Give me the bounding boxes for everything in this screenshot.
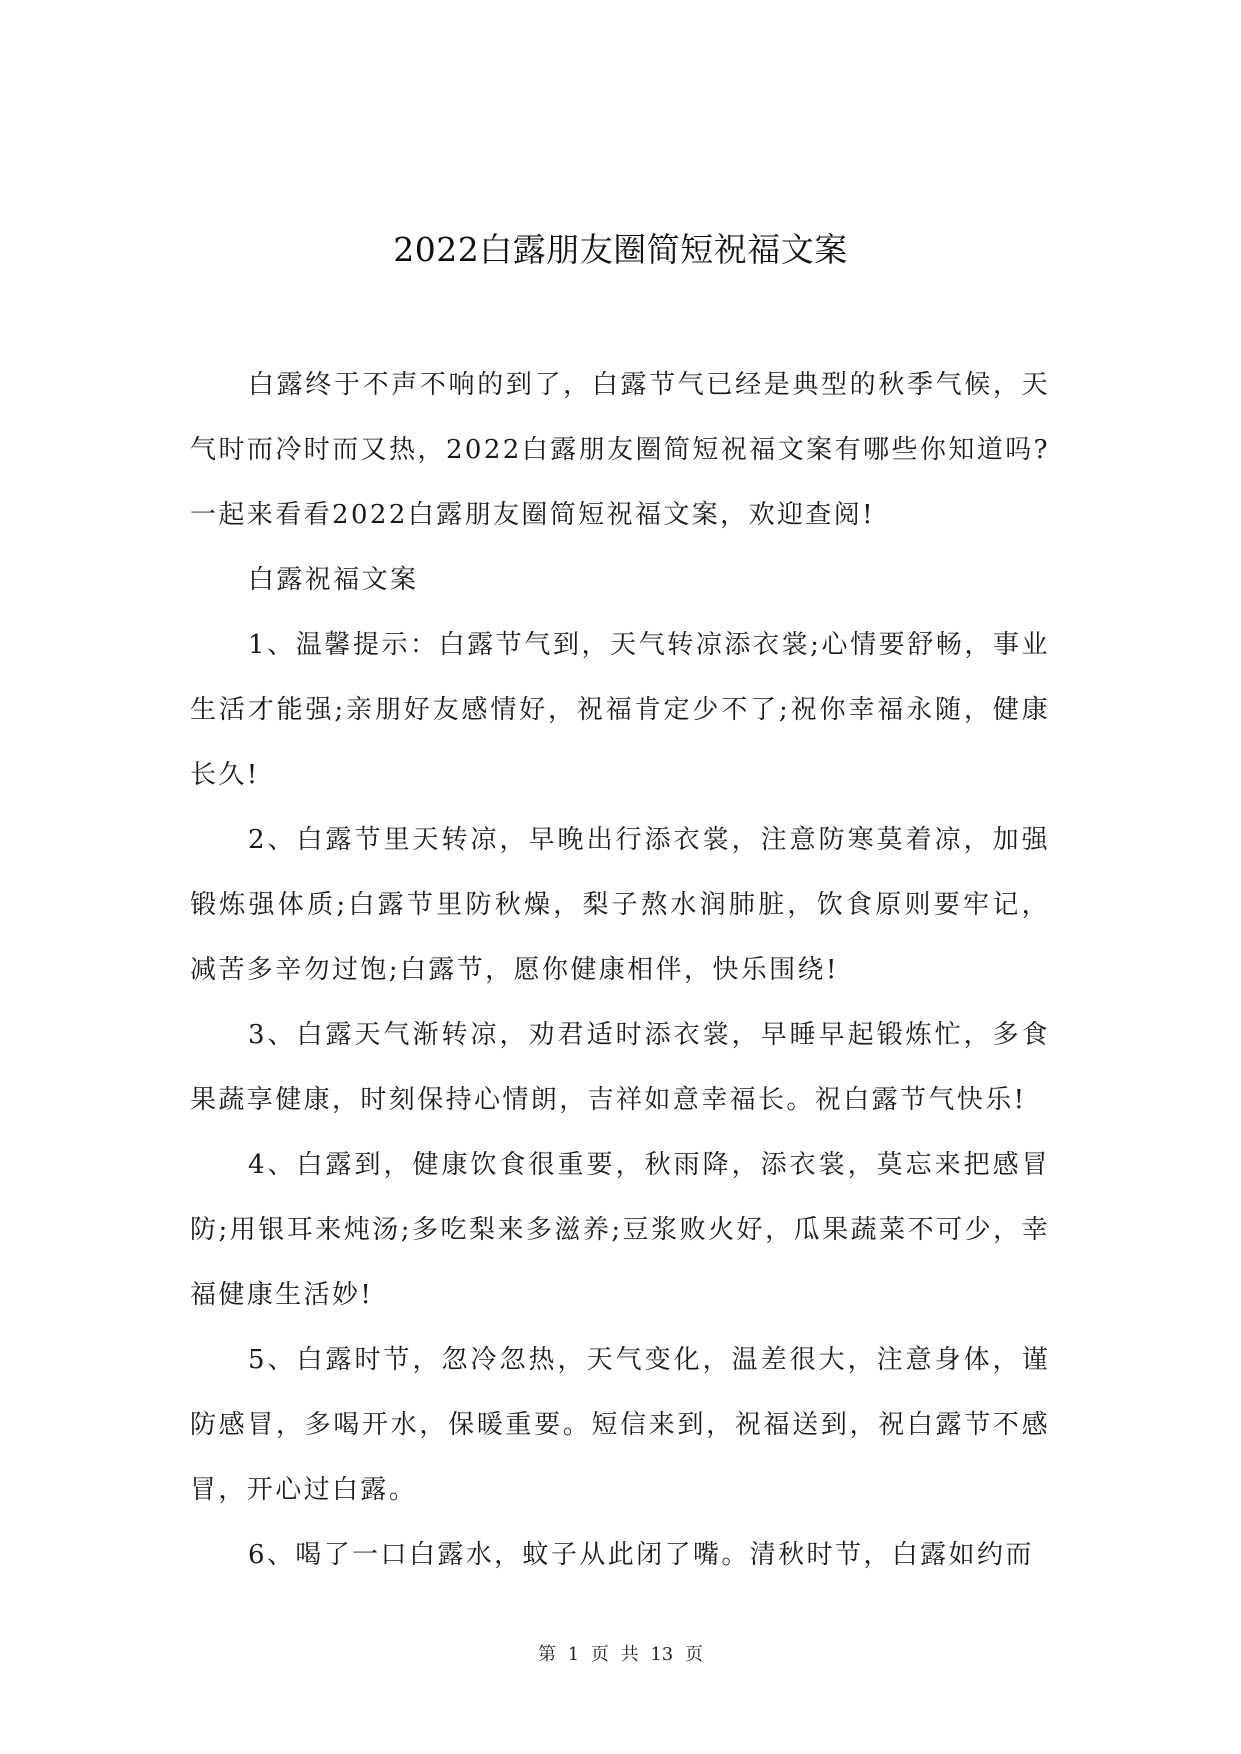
list-item: 1、温馨提示：白露节气到，天气转凉添衣裳;心情要舒畅，事业生活才能强;亲朋好友感情好，祝福肯定少不了;祝你幸福永随，健康长久! bbox=[190, 630, 1050, 790]
document-body bbox=[190, 353, 1050, 1588]
list-item: 4、白露到，健康饮食很重要，秋雨降，添衣裳，莫忘来把感冒防;用银耳来炖汤;多吃梨来多滋养;豆浆败火好，瓜果蔬菜不可少，幸福健康生活妙! bbox=[190, 1150, 1050, 1310]
document-title: 2022白露朋友圈简短祝福文案 bbox=[393, 230, 848, 269]
list-item: 3、白露天气渐转凉，劝君适时添衣裳，早睡早起锻炼忙，多食果蔬享健康，时刻保持心情朗，吉祥如意幸福长。祝白露节气快乐! bbox=[190, 1020, 1050, 1115]
section-heading: 白露祝福文案 bbox=[248, 565, 419, 595]
list-item: 5、白露时节，忽冷忽热，天气变化，温差很大，注意身体，谨防感冒，多喝开水，保暖重要。短信来到，祝福送到，祝白露节不感冒，开心过白露。 bbox=[190, 1345, 1050, 1505]
list-item: 6、喝了一口白露水，蚊子从此闭了嘴。清秋时节，白露如约而 bbox=[248, 1540, 1034, 1570]
page-number-footer: 第 1 页 共 13 页 bbox=[538, 1644, 703, 1665]
intro-paragraph: 白露终于不声不响的到了，白露节气已经是典型的秋季气候，天气时而冷时而又热，2022白露朋友圈简短祝福文案有哪些你知道吗?一起来看看2022白露朋友圈简短祝福文案，欢迎查阅! bbox=[190, 370, 1050, 530]
list-item: 2、白露节里天转凉，早晚出行添衣裳，注意防寒莫着凉，加强锻炼强体质;白露节里防秋燥，梨子熬水润肺脏，饮食原则要牢记，减苦多辛勿过饱;白露节，愿你健康相伴，快乐围绕! bbox=[190, 825, 1050, 985]
